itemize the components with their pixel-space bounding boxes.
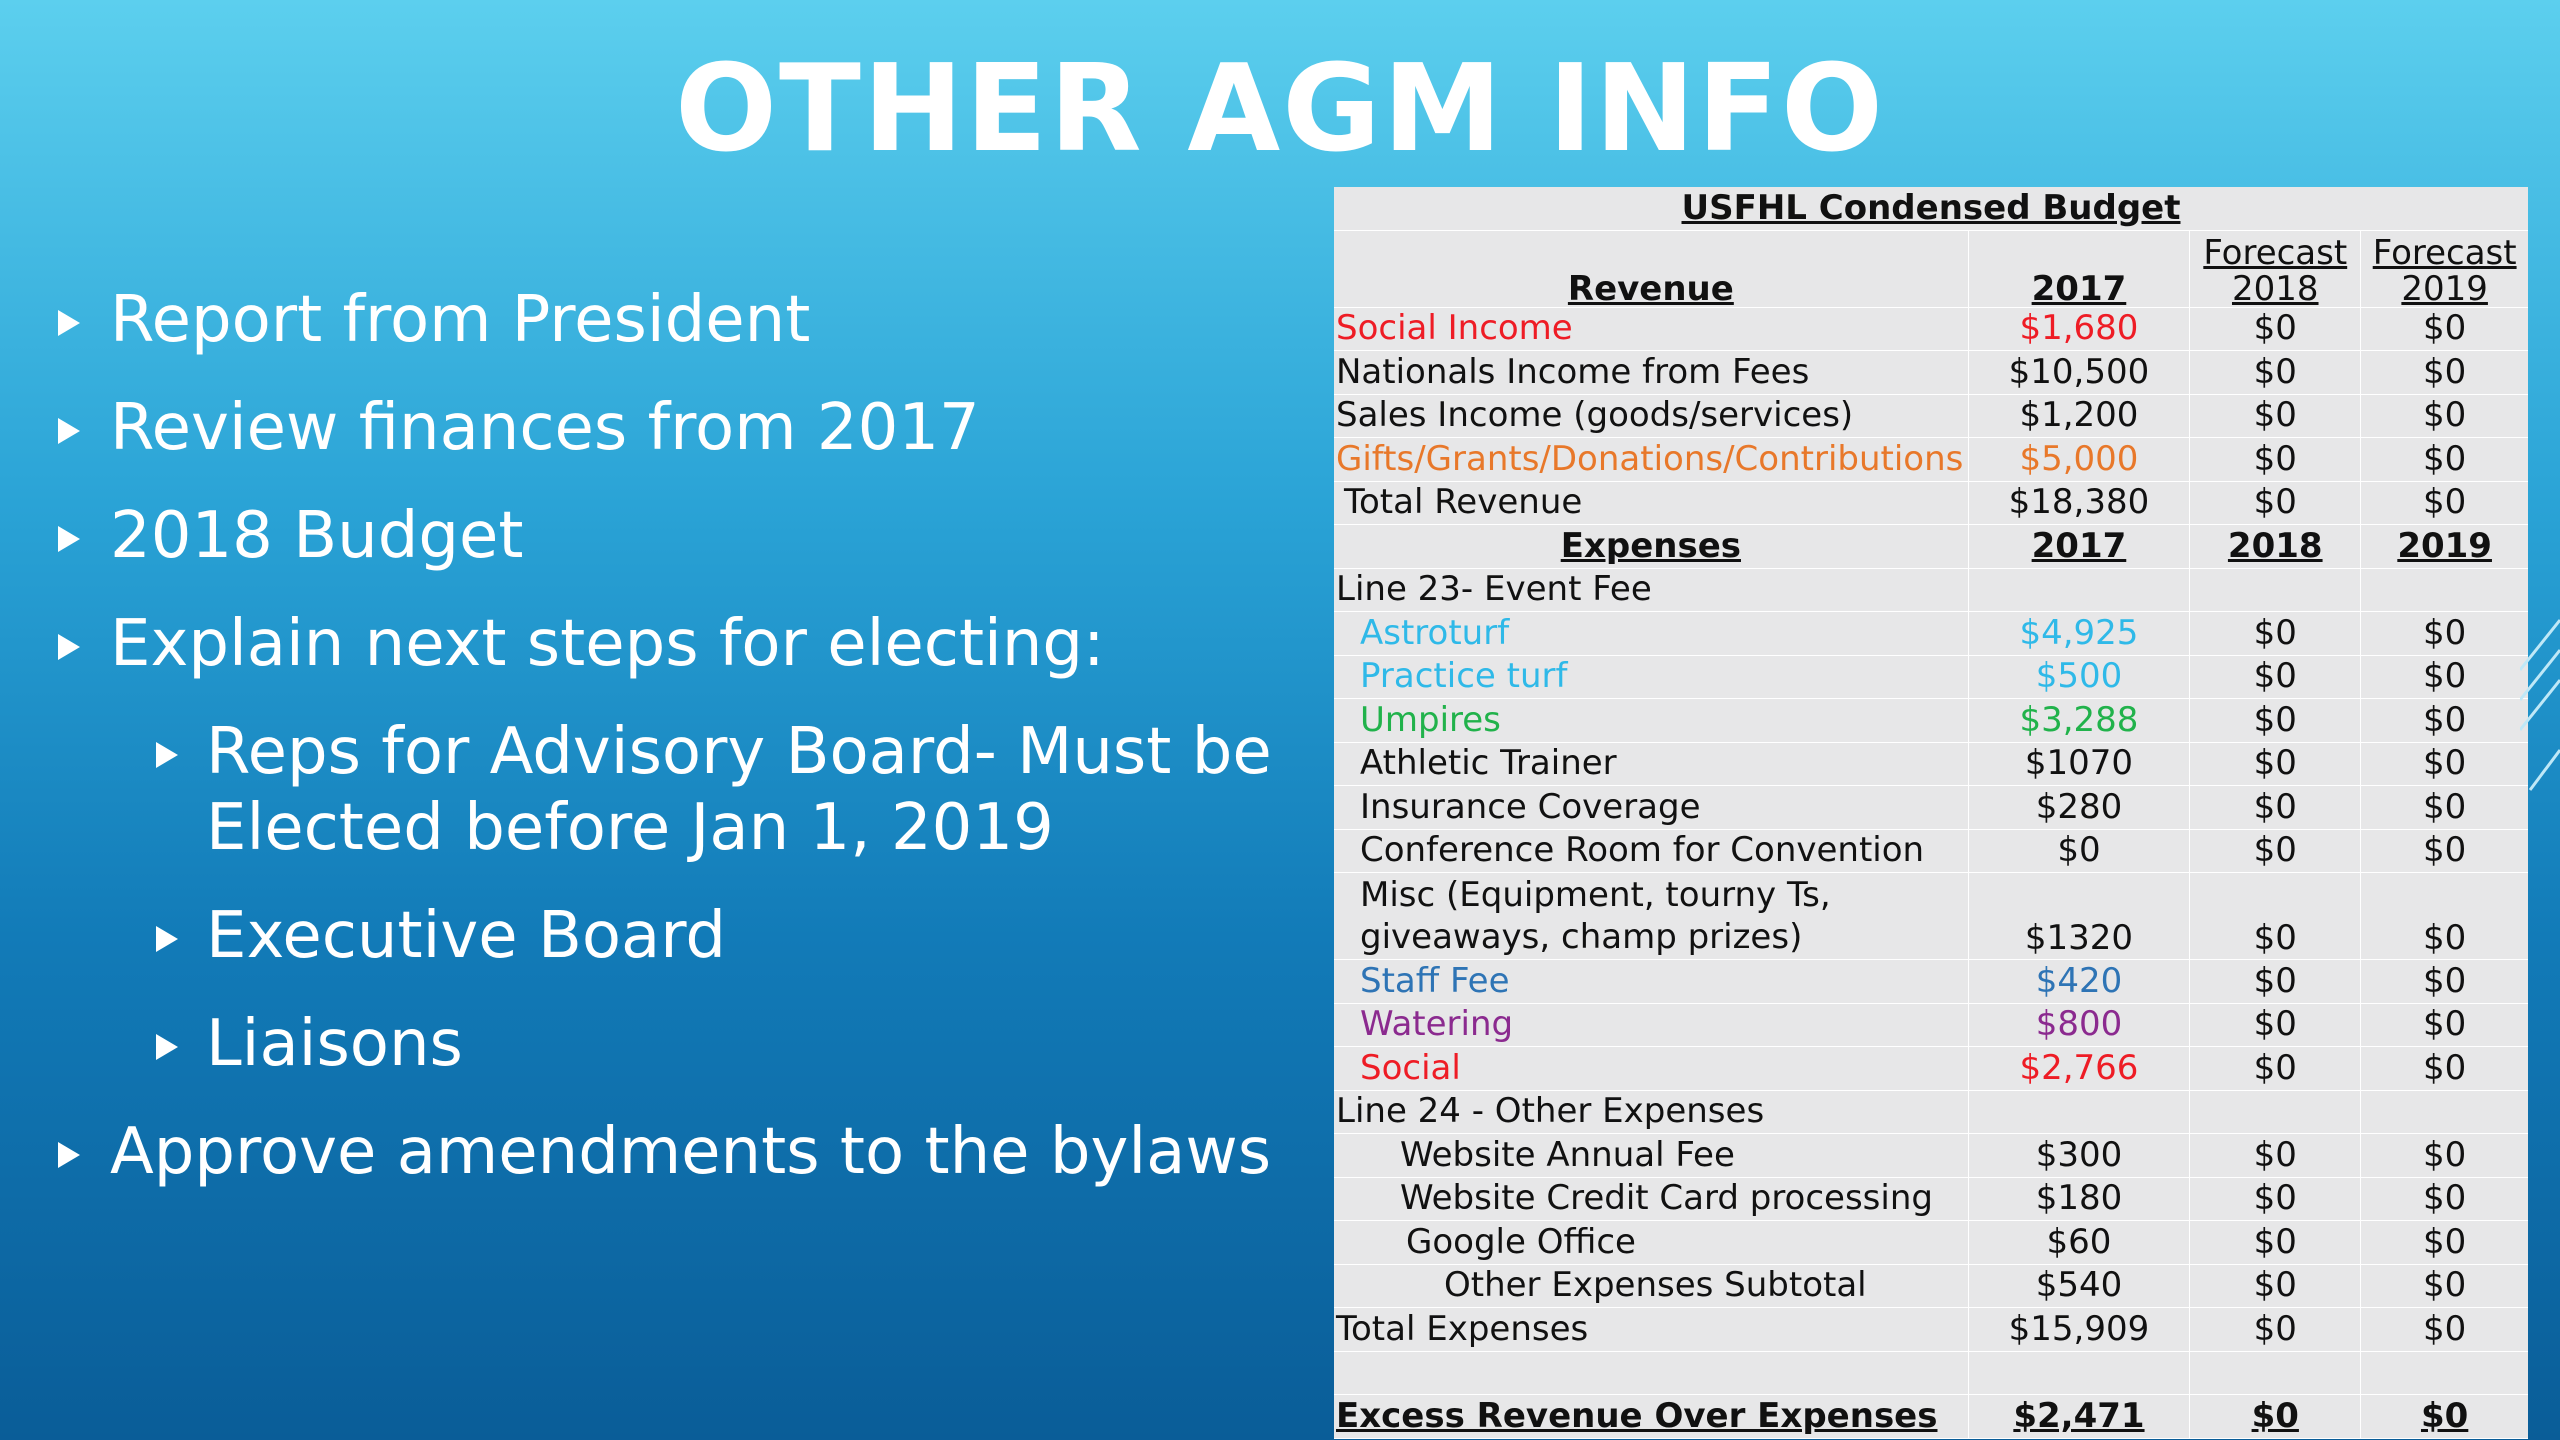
budget-row <box>1334 1264 2528 1308</box>
budget-row <box>1334 1090 2528 1134</box>
value-2018: $0 <box>2190 394 2361 438</box>
budget-row <box>1334 873 2528 960</box>
bullet-item <box>58 390 1308 466</box>
budget-row <box>1334 612 2528 656</box>
row-label: Website Annual Fee <box>1334 1134 1968 1178</box>
value-2019 <box>2361 1090 2528 1134</box>
value-2018: $0 <box>2190 742 2361 786</box>
budget-row <box>1334 438 2528 482</box>
budget-row <box>1334 307 2528 351</box>
triangle-bullet-icon <box>156 926 178 952</box>
row-label: Social Income <box>1334 307 1968 351</box>
value-2017: $2,766 <box>1968 1047 2189 1091</box>
bullet-text: Review finances from 2017 <box>110 391 980 465</box>
budget-row <box>1334 481 2528 525</box>
value-2018: $0 <box>2190 699 2361 743</box>
empty-cell <box>2361 1351 2528 1395</box>
empty-cell <box>1334 1351 1968 1395</box>
budget-title-row <box>1334 187 2528 230</box>
value-2018: $0 <box>2190 351 2361 395</box>
value-2017: $500 <box>1968 655 2189 699</box>
value-2017: $18,380 <box>1968 481 2189 525</box>
triangle-bullet-icon <box>58 418 80 444</box>
value-2018: $0 <box>2190 307 2361 351</box>
col-2018-heading: 2018 <box>2190 525 2361 569</box>
value-2019: $0 <box>2361 786 2528 830</box>
revenue-header-row <box>1334 230 2528 307</box>
value-2018: $0 <box>2190 873 2361 960</box>
value-2018: $0 <box>2190 1221 2361 1265</box>
value-2019 <box>2361 568 2528 612</box>
value-2019: $0 <box>2361 1134 2528 1178</box>
value-2018: $0 <box>2190 1308 2361 1352</box>
row-label: Conference Room for Convention <box>1334 829 1968 873</box>
excess-row <box>1334 1395 2528 1439</box>
value-2017: $300 <box>1968 1134 2189 1178</box>
budget-row <box>1334 1221 2528 1265</box>
value-2019: $0 <box>2361 1047 2528 1091</box>
row-label: Astroturf <box>1334 612 1968 656</box>
col-2017-heading: 2017 <box>1968 230 2189 307</box>
value-2018: $0 <box>2190 1395 2361 1439</box>
row-label: Athletic Trainer <box>1334 742 1968 786</box>
row-label: Nationals Income from Fees <box>1334 351 1968 395</box>
budget-row <box>1334 1047 2528 1091</box>
value-2019: $0 <box>2361 655 2528 699</box>
value-2017: $4,925 <box>1968 612 2189 656</box>
row-label: Website Credit Card processing <box>1334 1177 1968 1221</box>
value-2018: $0 <box>2190 1047 2361 1091</box>
bullet-text: Approve amendments to the bylaws <box>110 1115 1272 1189</box>
value-2017: $15,909 <box>1968 1308 2189 1352</box>
value-2019: $0 <box>2361 960 2528 1004</box>
value-2019: $0 <box>2361 829 2528 873</box>
value-2019: $0 <box>2361 1264 2528 1308</box>
value-2018: $0 <box>2190 612 2361 656</box>
row-label: Total Revenue <box>1334 481 1968 525</box>
value-2018 <box>2190 1090 2361 1134</box>
bullet-item <box>58 606 1308 682</box>
row-label: Total Expenses <box>1334 1308 1968 1352</box>
triangle-bullet-icon <box>156 742 178 768</box>
value-2018: $0 <box>2190 960 2361 1004</box>
budget-row <box>1334 655 2528 699</box>
budget-title: USFHL Condensed Budget <box>1334 187 2528 230</box>
value-2018: $0 <box>2190 786 2361 830</box>
value-2017: $280 <box>1968 786 2189 830</box>
value-2018 <box>2190 568 2361 612</box>
budget-row <box>1334 699 2528 743</box>
value-2019: $0 <box>2361 1221 2528 1265</box>
bullet-text: Liaisons <box>206 1007 463 1081</box>
col-2017-heading: 2017 <box>1968 525 2189 569</box>
value-2017 <box>1968 1090 2189 1134</box>
col-2019-heading <box>2361 230 2528 307</box>
row-label: Gifts/Grants/Donations/Contributions <box>1334 438 1968 482</box>
bullet-text: Report from President <box>110 283 811 357</box>
budget-row <box>1334 960 2528 1004</box>
sub-bullet-item <box>156 1006 1308 1082</box>
bullet-text: Executive Board <box>206 899 727 973</box>
value-2019: $0 <box>2361 1308 2528 1352</box>
budget-row <box>1334 1177 2528 1221</box>
budget-row <box>1334 1308 2528 1352</box>
value-2017: $1,680 <box>1968 307 2189 351</box>
bullet-text: Explain next steps for electing: <box>110 607 1105 681</box>
row-label: Social <box>1334 1047 1968 1091</box>
value-2019: $0 <box>2361 1395 2528 1439</box>
value-2017: $540 <box>1968 1264 2189 1308</box>
triangle-bullet-icon <box>58 310 80 336</box>
expenses-header-row <box>1334 525 2528 569</box>
budget-row <box>1334 394 2528 438</box>
col-2019-heading: 2019 <box>2361 525 2528 569</box>
revenue-heading: Revenue <box>1334 230 1968 307</box>
value-2017: $180 <box>1968 1177 2189 1221</box>
bullet-text: 2018 Budget <box>110 499 524 573</box>
empty-cell <box>2190 1351 2361 1395</box>
budget-table-panel <box>1334 187 2528 1439</box>
value-2019: $0 <box>2361 1003 2528 1047</box>
budget-table <box>1334 187 2528 1439</box>
row-label: Insurance Coverage <box>1334 786 1968 830</box>
value-2017: $420 <box>1968 960 2189 1004</box>
budget-row <box>1334 568 2528 612</box>
budget-row <box>1334 1003 2528 1047</box>
value-2017: $2,471 <box>1968 1395 2189 1439</box>
budget-row <box>1334 786 2528 830</box>
decorative-lines <box>2520 600 2560 800</box>
value-2018: $0 <box>2190 655 2361 699</box>
col-2018-heading <box>2190 230 2361 307</box>
value-2019: $0 <box>2361 438 2528 482</box>
triangle-bullet-icon <box>58 526 80 552</box>
value-2019: $0 <box>2361 394 2528 438</box>
value-2017: $1,200 <box>1968 394 2189 438</box>
budget-row <box>1334 351 2528 395</box>
bullet-item <box>58 1114 1308 1190</box>
value-2017: $3,288 <box>1968 699 2189 743</box>
slide-title: OTHER AGM INFO <box>674 40 1886 179</box>
value-2018: $0 <box>2190 1264 2361 1308</box>
value-2017: $1320 <box>1968 873 2189 960</box>
sub-bullet-item <box>156 714 1308 866</box>
value-2017: $0 <box>1968 829 2189 873</box>
value-2017: $60 <box>1968 1221 2189 1265</box>
value-2019: $0 <box>2361 481 2528 525</box>
value-2019: $0 <box>2361 873 2528 960</box>
bullet-item <box>58 282 1308 358</box>
row-label: Practice turf <box>1334 655 1968 699</box>
year-label: 2018 <box>2231 268 2319 309</box>
value-2018: $0 <box>2190 1177 2361 1221</box>
budget-row <box>1334 742 2528 786</box>
value-2017: $1070 <box>1968 742 2189 786</box>
value-2017 <box>1968 568 2189 612</box>
value-2017: $5,000 <box>1968 438 2189 482</box>
forecast-label: Forecast <box>2203 232 2348 273</box>
triangle-bullet-icon <box>58 1142 80 1168</box>
row-label: Line 24 - Other Expenses <box>1334 1090 1968 1134</box>
value-2019: $0 <box>2361 351 2528 395</box>
value-2019: $0 <box>2361 742 2528 786</box>
row-label: Staff Fee <box>1334 960 1968 1004</box>
row-label: Other Expenses Subtotal <box>1334 1264 1968 1308</box>
value-2018: $0 <box>2190 1134 2361 1178</box>
value-2019: $0 <box>2361 699 2528 743</box>
row-label: Excess Revenue Over Expenses <box>1334 1395 1968 1439</box>
value-2019: $0 <box>2361 1177 2528 1221</box>
empty-cell <box>1968 1351 2189 1395</box>
forecast-label: Forecast <box>2372 232 2517 273</box>
bullet-item <box>58 498 1308 574</box>
row-label: Sales Income (goods/services) <box>1334 394 1968 438</box>
triangle-bullet-icon <box>58 634 80 660</box>
bullet-list <box>58 282 1308 1222</box>
row-label: Watering <box>1334 1003 1968 1047</box>
triangle-bullet-icon <box>156 1034 178 1060</box>
row-label: Google Office <box>1334 1221 1968 1265</box>
row-label: Umpires <box>1334 699 1968 743</box>
value-2018: $0 <box>2190 438 2361 482</box>
row-label: Line 23- Event Fee <box>1334 568 1968 612</box>
bullet-text: Reps for Advisory Board- Must be Elected before Jan 1, 2019 <box>206 715 1272 865</box>
value-2019: $0 <box>2361 612 2528 656</box>
value-2017: $800 <box>1968 1003 2189 1047</box>
value-2018: $0 <box>2190 481 2361 525</box>
sub-bullet-item <box>156 898 1308 974</box>
spacer-row <box>1334 1351 2528 1395</box>
year-label: 2019 <box>2401 268 2488 309</box>
row-label: Misc (Equipment, tourny Ts, giveaways, champ prizes) <box>1334 873 1968 960</box>
expenses-heading: Expenses <box>1334 525 1968 569</box>
value-2019: $0 <box>2361 307 2528 351</box>
value-2017: $10,500 <box>1968 351 2189 395</box>
value-2018: $0 <box>2190 1003 2361 1047</box>
value-2018: $0 <box>2190 829 2361 873</box>
budget-row <box>1334 829 2528 873</box>
budget-row <box>1334 1134 2528 1178</box>
